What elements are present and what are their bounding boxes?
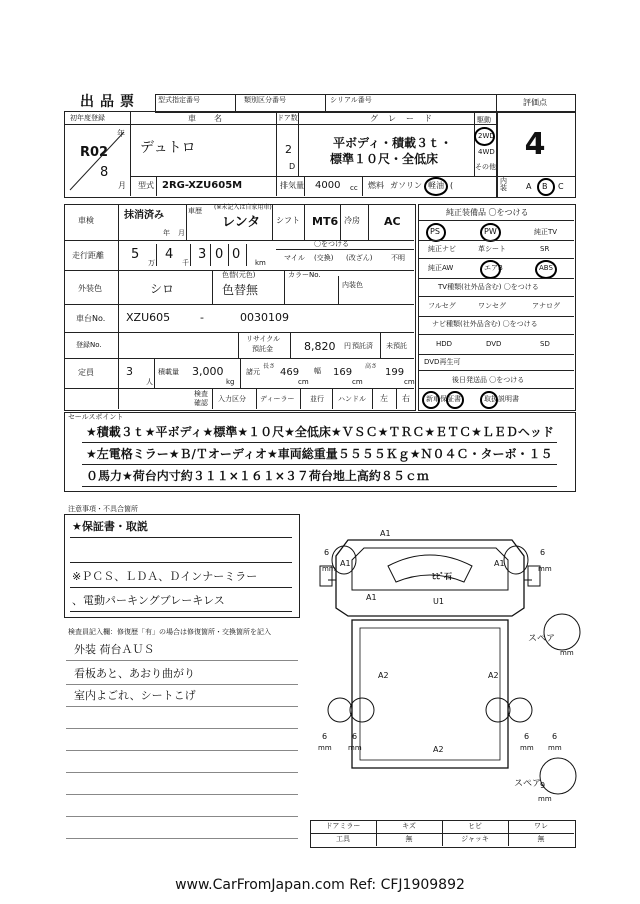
navi-title: ナビ種類(社外品含む) 〇をつける [432, 320, 538, 328]
fuel-gasoline: ガソリン [390, 181, 422, 190]
tire-front-right: 6 [540, 548, 546, 557]
load-value: 3,000 [192, 365, 224, 378]
mileage-label: 走行距離 [72, 251, 104, 260]
car-name-label: 車名 [188, 114, 240, 123]
shift-label: シフト [276, 216, 300, 225]
chassis-number: 0030109 [240, 311, 289, 324]
inspector-label: 検査員記入欄：修復歴「有」の場合は修復箇所・交換箇所を記入 [68, 628, 271, 636]
mark-a1-front: A1 [380, 529, 391, 538]
recycle-amount: 8,820 [304, 340, 336, 353]
shaken-value: 抹消済み [124, 210, 164, 221]
color-label: 外装色 [78, 284, 102, 293]
equip-pw: PW [484, 227, 497, 236]
mileage-digit-3: 3 [198, 247, 207, 262]
docs-manual-circle [480, 391, 498, 409]
equipment-title: 純正装備品 〇をつける [446, 208, 529, 217]
equip-abs-circle [535, 260, 557, 279]
fuel-label: 燃料 [368, 181, 384, 190]
displacement-value: 4000 [315, 180, 341, 191]
spare-label-2: スペア [514, 779, 542, 789]
first-reg-slash [66, 126, 128, 194]
drive-2wd-circle [474, 127, 495, 146]
spare-label-1: スペア [528, 634, 556, 644]
first-reg-label: 初年度登録 [70, 114, 105, 122]
seats-value: 3 [126, 365, 133, 378]
equip-sr: SR [540, 245, 550, 253]
input-parallel: 並行 [310, 395, 324, 403]
width-value: 169 [333, 367, 353, 378]
mileage-digit-2: 4 [165, 247, 174, 262]
interior-label: 内 装 [500, 177, 507, 192]
height-value: 199 [385, 367, 405, 378]
score-label: 評価点 [523, 98, 547, 107]
damage-value-tools: 工具 [336, 835, 350, 843]
inspector-line-1: 外装 荷台ＡＵＳ [74, 643, 155, 656]
sales-point-line-2: ★左電格ミラー★Ｂ/Ｔオーディオ★車両総重量５５５５Ｋｇ★Ｎ０４Ｃ・ターボ・１５ [86, 447, 553, 461]
length-value: 469 [280, 367, 300, 378]
tv-oneseg: ワンセグ [478, 302, 506, 310]
grade-label: グレード [370, 114, 442, 123]
tv-title: TV種類(社外品含む) 〇をつける [438, 283, 539, 291]
equip-airbag-circle [480, 260, 501, 279]
mark-a2-left: A2 [378, 671, 389, 680]
ac-value: AC [384, 215, 401, 228]
type-no-label: 型式指定番号 [158, 96, 200, 104]
damage-header-scratch: キズ [402, 822, 416, 830]
damage-value-none-2: 無 [537, 835, 545, 843]
notes-label: 注意事項・不具合箇所 [68, 505, 138, 513]
mark-chip: ﾋﾋﾞ石 [432, 572, 452, 581]
spare-value-2: 9 [540, 781, 546, 790]
tire-rear-left-outer: 6 [322, 732, 328, 741]
drive-2wd: 2WD [478, 132, 495, 140]
note-line-1: ★保証書・取説 [72, 520, 148, 533]
mark-u1: U1 [433, 597, 444, 606]
input-dealer: ディーラー [260, 395, 295, 403]
usage-value: レンタ [222, 215, 261, 230]
damage-header-break: ワレ [534, 822, 548, 830]
model-label: 型式 [138, 181, 154, 190]
mileage-exchange: (交換) [314, 254, 334, 262]
sales-point-line-1: ★積載３ｔ★平ボディ★標準★１０尺★全低床★ＶＳＣ★ＴＲＣ★ＥＴＣ★ＬＥＤヘッド [86, 425, 554, 439]
mark-a2-right: A2 [488, 671, 499, 680]
mileage-tamper: (改ざん) [346, 254, 373, 262]
mileage-digit-4: 0 [215, 247, 224, 262]
interior-b: B [542, 182, 548, 191]
score-value: 4 [524, 127, 546, 162]
chassis-prefix: XZU605 [126, 311, 171, 324]
color-value: シロ [150, 282, 175, 296]
car-name: デュトロ [140, 140, 196, 156]
usage-label: 車歴 [188, 207, 202, 215]
damage-value-jack: ジャッキ [461, 835, 489, 843]
tv-analog: アナログ [532, 302, 560, 310]
drive-other: その他 [475, 163, 496, 171]
mark-a1-right: A1 [494, 559, 505, 568]
equip-aw: 純正AW [428, 264, 454, 272]
tire-front-left: 6 [324, 548, 330, 557]
tire-rear-right-inner: 6 [524, 732, 530, 741]
displacement-label: 排気量 [280, 181, 304, 190]
serial-no-label: シリアル番号 [330, 96, 372, 104]
equip-ps: PS [430, 227, 440, 236]
navi-dvd: DVD [486, 340, 502, 348]
color-change-value: 色替無 [222, 283, 259, 297]
navi-hdd: HDD [436, 340, 453, 348]
mark-a2-rear: A2 [433, 745, 444, 754]
damage-header-mirror: ドアミラー [325, 822, 361, 830]
equip-airbag: エアB [484, 264, 503, 272]
fuel-diesel-circle [424, 177, 448, 196]
grade-line-2: 標準１０尺・全低床 [330, 152, 439, 166]
drive-4wd: 4WD [478, 148, 495, 156]
model-code: 2RG-XZU605M [162, 180, 243, 191]
footer-watermark: www.CarFromJapan.com Ref: CFJ1909892 [175, 877, 465, 893]
first-reg-year: R02 [80, 145, 109, 160]
docs-title: 後日発送品 〇をつける [452, 376, 525, 384]
equip-abs: ABS [539, 264, 553, 272]
handle-right: 右 [402, 394, 410, 403]
docs-warranty: 新車保証書 [426, 395, 461, 403]
equip-tv: 純正TV [534, 228, 558, 236]
equip-leather: 革シート [478, 245, 506, 253]
category-no-label: 類別区分番号 [244, 96, 286, 104]
tire-rear-left-inner: 6 [352, 732, 358, 741]
first-reg-month: 8 [100, 165, 109, 180]
damage-header-crack: ヒビ [468, 822, 482, 830]
interior-c: C [558, 182, 564, 191]
damage-value-none-1: 無 [405, 835, 413, 843]
mile-label: マイル [284, 254, 305, 262]
inspector-line-2: 看板あと、あおり曲がり [74, 667, 195, 680]
handle-left: 左 [380, 394, 388, 403]
docs-manual: 取扱説明書 [484, 395, 519, 403]
mark-a1-lower: A1 [366, 593, 377, 602]
tire-rear-right-outer: 6 [552, 732, 558, 741]
note-line-3: ※ＰＣＳ、ＬＤＡ、Ｄインナーミラー [72, 570, 258, 583]
mark-a1-left: A1 [340, 559, 351, 568]
chassis-label: 車台No. [76, 314, 106, 323]
page-title: 出品票 [80, 94, 140, 110]
grade-line-1: 平ボディ・積載３ｔ・ [333, 136, 453, 150]
mileage-digit-1: 5 [131, 247, 140, 262]
door-count: 2 [285, 143, 292, 156]
navi-sd: SD [540, 340, 550, 348]
equip-navi: 純正ナビ [428, 245, 456, 253]
mileage-unknown: 不明 [391, 254, 405, 262]
shaken-label: 車検 [78, 216, 94, 225]
docs-warranty-circle [422, 391, 440, 409]
shift-value: MT6 [312, 215, 339, 228]
mileage-digit-5: 0 [232, 247, 241, 262]
interior-a: A [526, 182, 532, 191]
reg-no-label: 登録No. [76, 341, 102, 349]
fuel-diesel: 軽油 [428, 181, 444, 190]
sales-point-line-3: ０馬力★荷台内寸約３１１×１６１×３７荷台地上高約８５ｃｍ [86, 469, 429, 483]
ac-label: 冷房 [344, 216, 360, 225]
recycle-deposited: 預託済 [352, 342, 373, 350]
recycle-none: 未預託 [386, 342, 407, 350]
tv-fullseg: フルセグ [428, 302, 456, 310]
sales-points-label: セールスポイント [68, 413, 124, 421]
dvd-play-label: DVD再生可 [424, 358, 461, 366]
note-line-4: 、電動パーキングブレーキレス [72, 594, 225, 607]
interior-b-circle [537, 178, 555, 196]
seats-label: 定員 [78, 368, 94, 377]
inspector-line-3: 室内よごれ、シートこげ [74, 689, 196, 702]
